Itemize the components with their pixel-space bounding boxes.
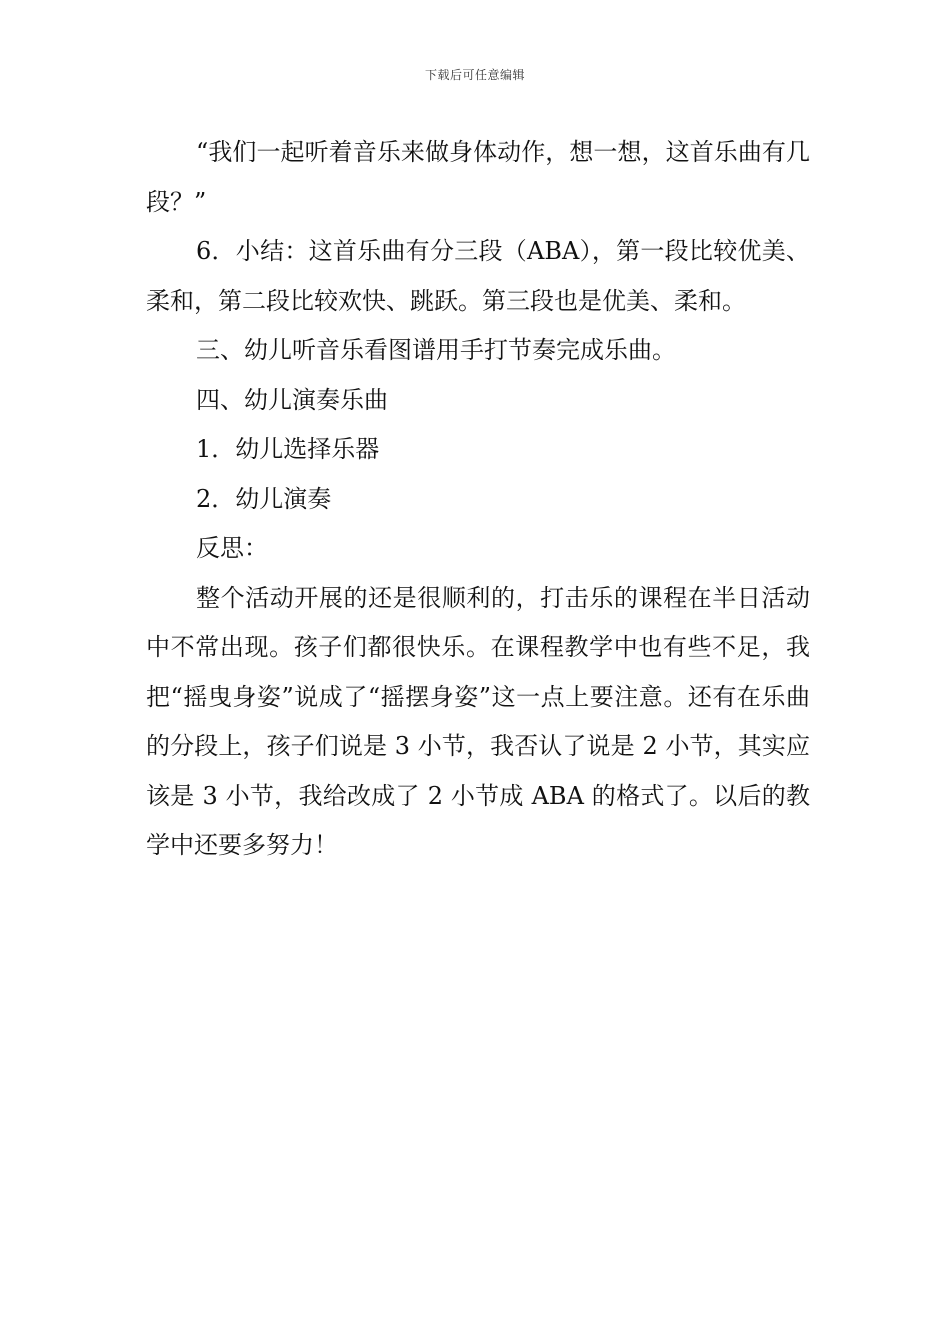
- reflection-heading: 反思：: [196, 534, 268, 562]
- page-header: 下载后可任意编辑: [424, 68, 525, 82]
- paragraph-reflection: 整个活动开展的还是很顺利的，打击乐的课程在半日活动中不常出现。孩子们都很快乐。在课程教学中也有些不足，我把“摇曳身姿”说成了“摇摆身姿”这一点上要注意。还有在乐曲的分段上，孩子们说是 3 小节，我否认了说是 2 小节，其实应该是 3 小节，我给改成了 2 小节成 ABA 的格式了。以后的教学中还要多努力！: [146, 583, 810, 859]
- list-item-perform: 2．幼儿演奏: [196, 484, 332, 513]
- paragraph-intro-question: “我们一起听着音乐来做身体动作，想一想，这首乐曲有几段？”: [146, 138, 810, 216]
- paragraph-step-four: 四、幼儿演奏乐曲: [196, 385, 388, 414]
- paragraph-summary: 6．小结：这首乐曲有分三段（ABA），第一段比较优美、柔和，第二段比较欢快、跳跃。第三段也是优美、柔和。: [146, 237, 810, 315]
- document-body: [146, 128, 810, 871]
- paragraph-step-three: 三、幼儿听音乐看图谱用手打节奏完成乐曲。: [196, 336, 676, 364]
- list-item-choose-instrument: 1．幼儿选择乐器: [196, 435, 380, 463]
